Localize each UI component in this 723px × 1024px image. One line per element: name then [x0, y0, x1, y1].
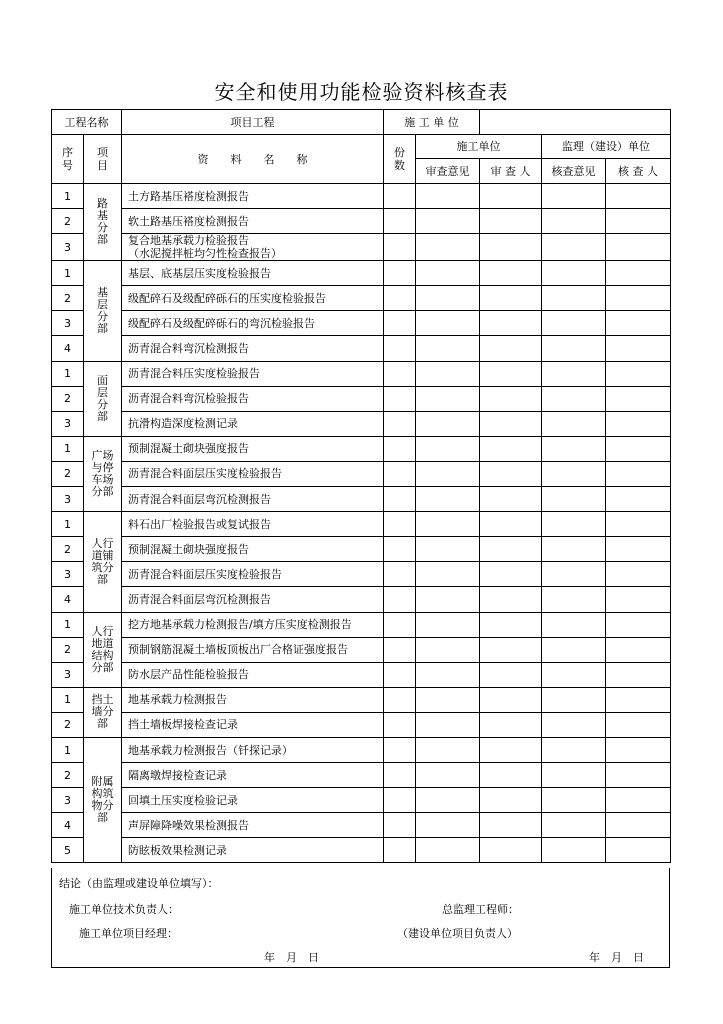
- review-opinion-header: 审查意见: [416, 159, 480, 184]
- checker-cell[interactable]: [606, 662, 671, 687]
- check-opinion-cell[interactable]: [542, 813, 606, 838]
- row-number: 1: [52, 687, 84, 712]
- table-row: [52, 788, 671, 813]
- inspection-table: [51, 109, 671, 863]
- check-opinion-cell[interactable]: [542, 763, 606, 788]
- table-row: [52, 461, 671, 486]
- review-opinion-cell[interactable]: [416, 261, 480, 286]
- section-part: 路基分部: [84, 184, 122, 261]
- reviewer-cell[interactable]: [480, 234, 542, 261]
- row-number: 1: [52, 737, 84, 762]
- row-number: 2: [52, 209, 84, 234]
- checker-cell[interactable]: [606, 687, 671, 712]
- row-number: 5: [52, 838, 84, 863]
- table-row: [52, 662, 671, 687]
- check-opinion-header: 核查意见: [542, 159, 606, 184]
- reviewer-cell[interactable]: [480, 562, 542, 587]
- check-opinion-cell[interactable]: [542, 612, 606, 637]
- document-name: 软土路基压褡度检测报告: [122, 209, 384, 234]
- review-opinion-cell[interactable]: [416, 234, 480, 261]
- table-row: [52, 184, 671, 209]
- reviewer-cell[interactable]: [480, 763, 542, 788]
- reviewer-cell[interactable]: [480, 587, 542, 612]
- copies-cell[interactable]: [384, 712, 416, 737]
- row-number: 1: [52, 361, 84, 386]
- checker-cell[interactable]: [606, 612, 671, 637]
- check-opinion-cell[interactable]: [542, 311, 606, 336]
- copies-cell[interactable]: [384, 209, 416, 234]
- checker-cell[interactable]: [606, 209, 671, 234]
- table-row: [52, 637, 671, 662]
- review-opinion-cell[interactable]: [416, 662, 480, 687]
- checker-header: 核 查 人: [606, 159, 671, 184]
- table-row: [52, 838, 671, 863]
- checker-cell[interactable]: [606, 712, 671, 737]
- table-row: [52, 336, 671, 361]
- copies-cell[interactable]: [384, 737, 416, 762]
- table-row: [52, 687, 671, 712]
- table-row: [52, 737, 671, 762]
- document-name: 沥青混合料面层压实度检验报告: [122, 461, 384, 486]
- document-name: 预制钢筋混凝土墙板顶板出厂合格证强度报告: [122, 637, 384, 662]
- reviewer-cell[interactable]: [480, 612, 542, 637]
- review-opinion-cell[interactable]: [416, 361, 480, 386]
- review-opinion-cell[interactable]: [416, 763, 480, 788]
- document-name: 预制混凝土砌块强度报告: [122, 436, 384, 461]
- check-opinion-cell[interactable]: [542, 662, 606, 687]
- table-row: [52, 386, 671, 411]
- checker-cell[interactable]: [606, 234, 671, 261]
- copies-cell[interactable]: [384, 662, 416, 687]
- copies-cell[interactable]: [384, 386, 416, 411]
- copies-cell[interactable]: [384, 587, 416, 612]
- section-part: 广场与停车场分部: [84, 436, 122, 511]
- checker-cell[interactable]: [606, 562, 671, 587]
- copies-cell[interactable]: [384, 311, 416, 336]
- project-name-value: 项目工程: [122, 110, 384, 135]
- row-number: 3: [52, 487, 84, 512]
- copies-cell[interactable]: [384, 234, 416, 261]
- review-opinion-cell[interactable]: [416, 461, 480, 486]
- section-part: 附属构筑物分部: [84, 737, 122, 862]
- document-name: 声屏障降噪效果检测报告: [122, 813, 384, 838]
- reviewer-cell[interactable]: [480, 662, 542, 687]
- copies-cell[interactable]: [384, 813, 416, 838]
- reviewer-cell[interactable]: [480, 788, 542, 813]
- checker-cell[interactable]: [606, 361, 671, 386]
- table-row: [52, 436, 671, 461]
- row-number: 3: [52, 562, 84, 587]
- reviewer-cell[interactable]: [480, 286, 542, 311]
- check-opinion-cell[interactable]: [542, 537, 606, 562]
- copies-cell[interactable]: [384, 537, 416, 562]
- document-name: 回填土压实度检验记录: [122, 788, 384, 813]
- row-number: 3: [52, 662, 84, 687]
- check-opinion-cell[interactable]: [542, 336, 606, 361]
- review-opinion-cell[interactable]: [416, 386, 480, 411]
- copies-cell[interactable]: [384, 612, 416, 637]
- checker-cell[interactable]: [606, 386, 671, 411]
- row-number: 2: [52, 386, 84, 411]
- row-number: 1: [52, 436, 84, 461]
- checker-cell[interactable]: [606, 537, 671, 562]
- check-opinion-cell[interactable]: [542, 234, 606, 261]
- row-number: 4: [52, 336, 84, 361]
- review-opinion-cell[interactable]: [416, 587, 480, 612]
- checker-cell[interactable]: [606, 788, 671, 813]
- section-part: 面层分部: [84, 361, 122, 436]
- check-opinion-cell[interactable]: [542, 838, 606, 863]
- review-opinion-cell[interactable]: [416, 637, 480, 662]
- check-opinion-cell[interactable]: [542, 562, 606, 587]
- reviewer-cell[interactable]: [480, 311, 542, 336]
- document-name: 隔离墩焊接检查记录: [122, 763, 384, 788]
- checker-cell[interactable]: [606, 763, 671, 788]
- copies-cell[interactable]: [384, 361, 416, 386]
- checker-cell[interactable]: [606, 813, 671, 838]
- check-opinion-cell[interactable]: [542, 386, 606, 411]
- review-opinion-cell[interactable]: [416, 411, 480, 436]
- table-row: [52, 712, 671, 737]
- table-row: [52, 612, 671, 637]
- reviewer-cell[interactable]: [480, 512, 542, 537]
- review-opinion-cell[interactable]: [416, 209, 480, 234]
- reviewer-cell[interactable]: [480, 361, 542, 386]
- reviewer-cell[interactable]: [480, 336, 542, 361]
- construction-unit-value[interactable]: [480, 110, 671, 135]
- construction-group-header: 施工单位: [416, 135, 542, 159]
- document-name: 抗滑构造深度检测记录: [122, 411, 384, 436]
- copies-cell[interactable]: [384, 461, 416, 486]
- review-opinion-cell[interactable]: [416, 712, 480, 737]
- row-number: 3: [52, 788, 84, 813]
- check-opinion-cell[interactable]: [542, 687, 606, 712]
- document-name: 基层、底基层压实度检验报告: [122, 261, 384, 286]
- document-name: 土方路基压褡度检测报告: [122, 184, 384, 209]
- checker-cell[interactable]: [606, 461, 671, 486]
- supervision-group-header: 监理（建设）单位: [542, 135, 671, 159]
- copies-cell[interactable]: [384, 687, 416, 712]
- document-name: 沥青混合料弯沉检测报告: [122, 336, 384, 361]
- check-opinion-cell[interactable]: [542, 261, 606, 286]
- document-name: 沥青混合料面层压实度检验报告: [122, 562, 384, 587]
- table-row: [52, 512, 671, 537]
- table-row: [52, 763, 671, 788]
- document-name: 级配碎石及级配碎砾石的压实度检验报告: [122, 286, 384, 311]
- document-name: 地基承载力检测报告: [122, 687, 384, 712]
- check-opinion-cell[interactable]: [542, 436, 606, 461]
- check-opinion-cell[interactable]: [542, 587, 606, 612]
- table-row: [52, 537, 671, 562]
- row-number: 2: [52, 763, 84, 788]
- copies-cell[interactable]: [384, 336, 416, 361]
- review-opinion-cell[interactable]: [416, 537, 480, 562]
- copies-cell[interactable]: [384, 763, 416, 788]
- checker-cell[interactable]: [606, 184, 671, 209]
- reviewer-cell[interactable]: [480, 436, 542, 461]
- document-name: 地基承载力检测报告（钎探记录）: [122, 737, 384, 762]
- reviewer-cell[interactable]: [480, 838, 542, 863]
- checker-cell[interactable]: [606, 487, 671, 512]
- document-name: 沥青混合料压实度检验报告: [122, 361, 384, 386]
- review-opinion-cell[interactable]: [416, 813, 480, 838]
- copies-cell[interactable]: [384, 788, 416, 813]
- document-name: 级配碎石及级配碎砾石的弯沉检验报告: [122, 311, 384, 336]
- check-opinion-cell[interactable]: [542, 184, 606, 209]
- project-name-label: 工程名称: [52, 110, 122, 135]
- document-name: 挡土墙板焊接检查记录: [122, 712, 384, 737]
- checker-cell[interactable]: [606, 261, 671, 286]
- check-opinion-cell[interactable]: [542, 487, 606, 512]
- check-opinion-cell[interactable]: [542, 512, 606, 537]
- document-name: 防水层产品性能检验报告: [122, 662, 384, 687]
- reviewer-header: 审 查 人: [480, 159, 542, 184]
- copies-cell[interactable]: [384, 637, 416, 662]
- checker-cell[interactable]: [606, 587, 671, 612]
- checker-cell[interactable]: [606, 286, 671, 311]
- row-number: 1: [52, 512, 84, 537]
- conclusion-label: 结论（由监理或建设单位填写）：: [59, 877, 219, 890]
- row-number: 2: [52, 712, 84, 737]
- row-number: 3: [52, 411, 84, 436]
- row-number: 4: [52, 587, 84, 612]
- reviewer-cell[interactable]: [480, 461, 542, 486]
- document-name: 复合地基承载力检验报告 （水泥搅拌桩均匀性检查报告）: [122, 234, 384, 261]
- table-row: [52, 234, 671, 261]
- reviewer-cell[interactable]: [480, 261, 542, 286]
- chief-supervisor-label: 总监理工程师：: [442, 903, 519, 916]
- reviewer-cell[interactable]: [480, 209, 542, 234]
- row-number: 2: [52, 461, 84, 486]
- check-opinion-cell[interactable]: [542, 788, 606, 813]
- section-part: 基层分部: [84, 261, 122, 361]
- document-name: 沥青混合料面层弯沉检测报告: [122, 487, 384, 512]
- row-number: 1: [52, 261, 84, 286]
- table-row: [52, 587, 671, 612]
- table-row: [52, 311, 671, 336]
- copies-cell[interactable]: [384, 487, 416, 512]
- table-row: [52, 562, 671, 587]
- col-seq: 序号: [52, 135, 84, 184]
- document-name: 沥青混合料弯沉检验报告: [122, 386, 384, 411]
- check-opinion-cell[interactable]: [542, 209, 606, 234]
- reviewer-cell[interactable]: [480, 386, 542, 411]
- review-opinion-cell[interactable]: [416, 512, 480, 537]
- reviewer-cell[interactable]: [480, 537, 542, 562]
- table-row: [52, 209, 671, 234]
- review-opinion-cell[interactable]: [416, 562, 480, 587]
- conclusion-section: [51, 868, 670, 968]
- row-number: 4: [52, 813, 84, 838]
- check-opinion-cell[interactable]: [542, 737, 606, 762]
- reviewer-cell[interactable]: [480, 411, 542, 436]
- checker-cell[interactable]: [606, 838, 671, 863]
- document-name: 防眩板效果检测记录: [122, 838, 384, 863]
- table-row: [52, 261, 671, 286]
- col-docs: 资 料 名 称: [122, 135, 384, 184]
- copies-cell[interactable]: [384, 411, 416, 436]
- review-opinion-cell[interactable]: [416, 311, 480, 336]
- reviewer-cell[interactable]: [480, 737, 542, 762]
- section-part: 人行道铺筑分部: [84, 512, 122, 612]
- reviewer-cell[interactable]: [480, 184, 542, 209]
- row-number: 3: [52, 234, 84, 261]
- review-opinion-cell[interactable]: [416, 436, 480, 461]
- col-copies: 份数: [384, 135, 416, 184]
- section-part: 挡土墙分部: [84, 687, 122, 737]
- review-opinion-cell[interactable]: [416, 184, 480, 209]
- check-opinion-cell[interactable]: [542, 286, 606, 311]
- reviewer-cell[interactable]: [480, 813, 542, 838]
- checker-cell[interactable]: [606, 336, 671, 361]
- checker-cell[interactable]: [606, 411, 671, 436]
- page-title: 安全和使用功能检验资料核查表: [214, 80, 509, 104]
- review-opinion-cell[interactable]: [416, 687, 480, 712]
- copies-cell[interactable]: [384, 436, 416, 461]
- row-number: 3: [52, 311, 84, 336]
- reviewer-cell[interactable]: [480, 637, 542, 662]
- reviewer-cell[interactable]: [480, 487, 542, 512]
- tech-lead-label: 施工单位技术负责人：: [69, 903, 179, 916]
- review-opinion-cell[interactable]: [416, 487, 480, 512]
- construction-unit-label: 施 工 单 位: [384, 110, 480, 135]
- table-row: [52, 411, 671, 436]
- checker-cell[interactable]: [606, 436, 671, 461]
- review-opinion-cell[interactable]: [416, 612, 480, 637]
- owner-lead-label: （建设单位项目负责人）: [397, 927, 518, 940]
- copies-cell[interactable]: [384, 838, 416, 863]
- section-part: 人行地道结构分部: [84, 612, 122, 687]
- check-opinion-cell[interactable]: [542, 637, 606, 662]
- table-row: [52, 813, 671, 838]
- document-name: 挖方地基承载力检测报告/填方压实度检测报告: [122, 612, 384, 637]
- document-name: 沥青混合料面层弯沉检测报告: [122, 587, 384, 612]
- reviewer-cell[interactable]: [480, 687, 542, 712]
- copies-cell[interactable]: [384, 562, 416, 587]
- date-right: 年 月 日: [589, 951, 644, 964]
- check-opinion-cell[interactable]: [542, 461, 606, 486]
- document-name: 预制混凝土砌块强度报告: [122, 537, 384, 562]
- table-row: [52, 361, 671, 386]
- copies-cell[interactable]: [384, 286, 416, 311]
- checker-cell[interactable]: [606, 637, 671, 662]
- review-opinion-cell[interactable]: [416, 838, 480, 863]
- document-name: 料石出厂检验报告或复试报告: [122, 512, 384, 537]
- row-number: 1: [52, 612, 84, 637]
- table-row: [52, 286, 671, 311]
- review-opinion-cell[interactable]: [416, 286, 480, 311]
- copies-cell[interactable]: [384, 261, 416, 286]
- review-opinion-cell[interactable]: [416, 788, 480, 813]
- review-opinion-cell[interactable]: [416, 336, 480, 361]
- row-number: 1: [52, 184, 84, 209]
- review-opinion-cell[interactable]: [416, 737, 480, 762]
- row-number: 2: [52, 537, 84, 562]
- row-number: 2: [52, 286, 84, 311]
- date-left: 年 月 日: [264, 951, 319, 964]
- table-row: [52, 487, 671, 512]
- check-opinion-cell[interactable]: [542, 411, 606, 436]
- checker-cell[interactable]: [606, 737, 671, 762]
- checker-cell[interactable]: [606, 512, 671, 537]
- check-opinion-cell[interactable]: [542, 712, 606, 737]
- check-opinion-cell[interactable]: [542, 361, 606, 386]
- row-number: 2: [52, 637, 84, 662]
- col-item: 项目: [84, 135, 122, 184]
- checker-cell[interactable]: [606, 311, 671, 336]
- project-manager-label: 施工单位项目经理：: [79, 927, 178, 940]
- copies-cell[interactable]: [384, 512, 416, 537]
- reviewer-cell[interactable]: [480, 712, 542, 737]
- copies-cell[interactable]: [384, 184, 416, 209]
